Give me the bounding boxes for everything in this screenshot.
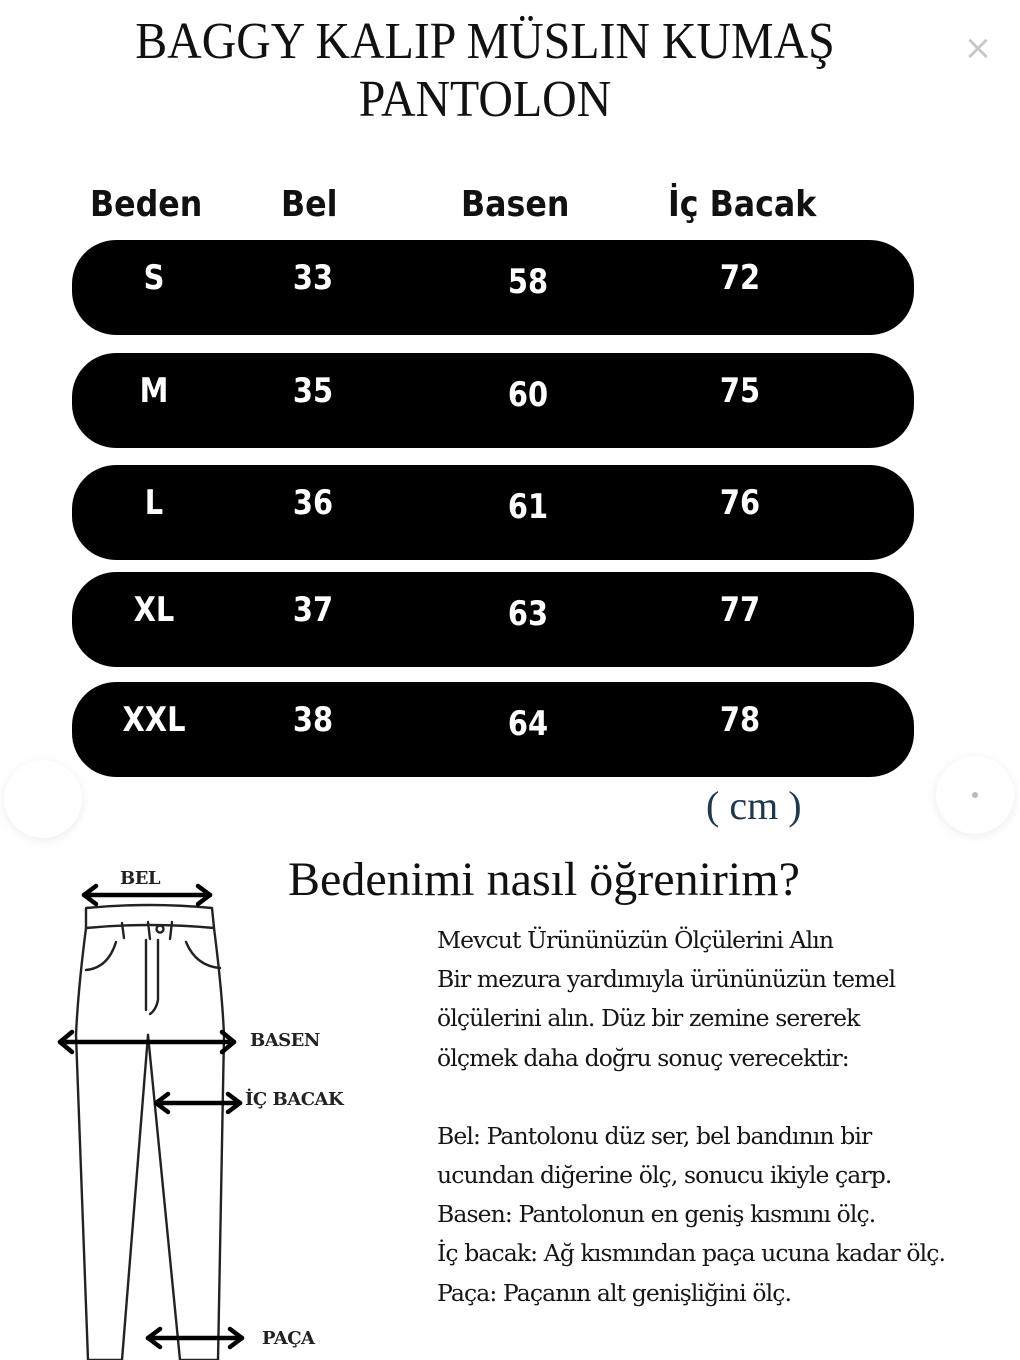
cell-ic-bacak: 72 — [719, 258, 761, 298]
table-row — [72, 465, 914, 560]
table-row — [72, 682, 914, 777]
column-header-ic-bacak: İç Bacak — [668, 184, 817, 225]
cell-basen: 63 — [507, 594, 549, 634]
cell-beden: XXL — [122, 700, 186, 740]
cell-basen: 60 — [507, 375, 549, 415]
instruction-heading: Mevcut Ürününüzün Ölçülerini Alın — [437, 926, 834, 954]
spacer — [437, 1078, 1020, 1117]
cell-basen: 58 — [507, 262, 549, 302]
table-row — [72, 240, 914, 335]
instruction-bel: Bel: Pantolonu düz ser, bel bandının bir — [437, 1121, 872, 1150]
cell-beden: M — [139, 371, 169, 411]
diagram-label-paca: PAÇA — [262, 1328, 315, 1349]
chevron-right-icon — [972, 792, 978, 798]
table-row — [72, 353, 914, 448]
instruction-bel-cont: ucundan diğerine ölç, sonucu ikiyle çarp. — [437, 1161, 892, 1190]
instruction-basen: Basen: Pantolonun en geniş kısmını ölç. — [437, 1200, 876, 1229]
cell-beden: S — [143, 258, 165, 298]
column-header-bel: Bel — [281, 184, 338, 225]
pants-measurement-diagram — [40, 860, 380, 1360]
close-button[interactable] — [958, 28, 998, 68]
size-guide-title: Bedenimi nasıl öğrenirim? — [288, 853, 800, 906]
size-table-header — [0, 180, 1020, 230]
cell-beden: L — [144, 483, 164, 523]
instruction-line: ölçmek daha doğru sonuç verecektir: — [437, 1043, 849, 1072]
column-header-beden: Beden — [90, 184, 203, 225]
title-line-2: PANTOLON — [358, 71, 612, 128]
cell-basen: 64 — [507, 704, 549, 744]
instruction-paca: Paça: Paçanın alt genişliğini ölç. — [437, 1278, 792, 1307]
cell-ic-bacak: 78 — [719, 700, 761, 740]
diagram-label-ic-bacak: İÇ BACAK — [245, 1089, 344, 1110]
instruction-line: ölçülerini alın. Düz bir zemine sererek — [437, 1004, 860, 1033]
cell-ic-bacak: 76 — [719, 483, 761, 523]
cell-bel: 33 — [292, 258, 334, 298]
cell-ic-bacak: 77 — [719, 590, 761, 630]
instruction-line: Bir mezura yardımıyla ürününüzün temel — [437, 965, 896, 994]
cell-basen: 61 — [507, 487, 549, 527]
diagram-label-basen: BASEN — [250, 1030, 320, 1051]
unit-label: ( cm ) — [706, 783, 802, 828]
instruction-ic-bacak: İç bacak: Ağ kısmından paça ucuna kadar ölç. — [437, 1239, 946, 1268]
size-guide-instructions — [437, 921, 1020, 1313]
title-line-1: BAGGY KALIP MÜSLIN KUMAŞ — [135, 13, 835, 70]
cell-bel: 35 — [292, 371, 334, 411]
carousel-prev-button[interactable] — [4, 760, 82, 838]
cell-bel: 36 — [292, 483, 334, 523]
carousel-next-button[interactable] — [936, 756, 1014, 834]
cell-bel: 38 — [292, 700, 334, 740]
table-row — [72, 572, 914, 667]
cell-beden: XL — [133, 590, 175, 630]
diagram-label-bel: BEL — [120, 868, 161, 889]
page-title — [39, 14, 931, 128]
cell-bel: 37 — [292, 590, 334, 630]
column-header-basen: Basen — [461, 184, 570, 225]
close-icon: × — [963, 28, 993, 68]
cell-ic-bacak: 75 — [719, 371, 761, 411]
